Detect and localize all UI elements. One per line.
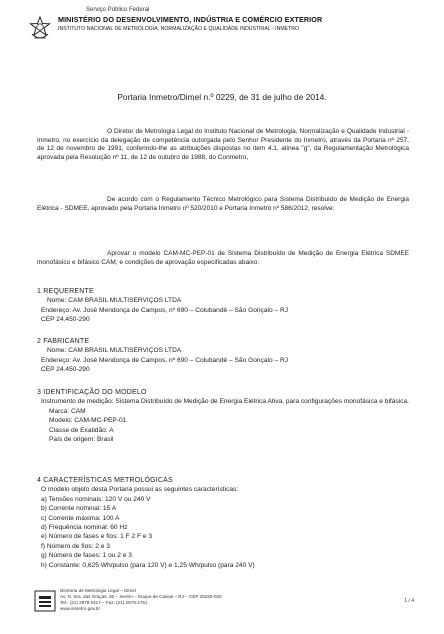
section-row: a) Tensões nominais: 120 V ou 240 V <box>41 495 151 503</box>
section-row: Nome: CAM BRASIL MULTISERVIÇOS LTDA <box>47 297 182 305</box>
letterhead-ministry: MINISTÉRIO DO DESENVOLVIMENTO, INDÚSTRIA E COMÉRCIO EXTERIOR <box>58 15 323 24</box>
letterhead-institute: INSTITUTO NACIONAL DE METROLOGIA, NORMALIZAÇÃO E QUALIDADE INDUSTRIAL - INMETRO <box>58 26 300 32</box>
section-row: c) Corrente máxima: 100 A <box>41 514 120 522</box>
section-intro: O modelo objeto desta Portaria possui as seguintes características: <box>41 486 239 494</box>
section-heading: 4 CARACTERÍSTICAS METROLÓGICAS <box>37 477 173 484</box>
section-row: Modelo: CAM-MC-PEP-01 <box>49 417 127 425</box>
section-heading: 1 REQUERENTE <box>37 288 94 295</box>
inmetro-logo-icon <box>34 590 56 612</box>
section-row: Classe de Exatidão: A <box>49 426 114 434</box>
section-row: Nome: CAM BRASIL MULTISERVIÇOS LTDA <box>47 347 182 355</box>
footer-line: Diretoria de Metrologia Legal – Dimel <box>60 588 136 593</box>
section-row: d) Frequência nominal: 60 Hz <box>41 524 128 532</box>
paragraph-resolution <box>37 250 409 267</box>
section-intro: Instrumento de medição: Sistema Distribuído de Medição de Energia Elétrica Ativa, para configurações monofásica e bifásica. <box>41 398 409 406</box>
footer-line: Tel.: (21) 2679-9117 – Fax: (21) 2679-1761 <box>60 600 148 605</box>
section-fabricante <box>37 337 409 375</box>
section-row: f) Número de fios: 2 e 3 <box>41 542 110 550</box>
section-row: b) Corrente nominal: 15 A <box>41 505 117 513</box>
section-row: g) Número de fases: 1 ou 2 e 3 <box>41 552 132 560</box>
section-row: País de origem: Brasil <box>49 436 114 444</box>
section-row: Endereço: Av. José Mendonça de Campos, nº 690 – Colubandê – São Gonçalo – RJ <box>41 356 289 364</box>
section-heading: 3 IDENTIFICAÇÃO DO MODELO <box>37 389 147 396</box>
footer <box>34 588 414 618</box>
letterhead <box>28 6 428 52</box>
coat-of-arms-icon <box>28 16 52 42</box>
section-heading: 2 FABRICANTE <box>37 338 90 345</box>
section-row: CEP 24.450-290 <box>41 366 90 374</box>
section-row: h) Constante: 0,625 Wh/pulso (para 120 V) e 1,25 Wh/pulso (para 240 V) <box>41 561 255 569</box>
section-identificacao <box>37 388 409 444</box>
footer-address <box>60 588 222 612</box>
footer-link[interactable]: www.inmetro.gov.br <box>60 606 100 611</box>
paragraph-text: De acordo com o Regulamento Técnico Metrológico para Sistema Distribuído de Medição de Energia Elétrica - SDMEE, aprovado pela Portaria Inmetro nº 520/2010 e Portaria Inmetro nº 586/2012, resolve: <box>37 196 409 212</box>
page-number: 1 / 4 <box>404 598 414 604</box>
section-row: e) Número de fases e fios: 1 F 2 F e 3 <box>41 533 153 541</box>
section-row: CEP 24.450-290 <box>41 316 90 324</box>
paragraph-text: Aprovar o modelo CAM-MC-PEP-01 de Sistema Distribuído de Medição de Energia Elétrica SDMEE monofásico e bifásico CAM, e condições de aprovação especificadas abaixo: <box>37 250 409 266</box>
paragraph-preamble <box>37 128 409 162</box>
paragraph-text: O Diretor de Metrologia Legal do Instituto Nacional de Metrologia, Normalização e Qualidade Industrial - Inmetro, no exercício da delegação de competência outorgada pelo Senhor Presidente do Inmetro, através da Portaria nº 257, de 12 de novembro de 1991, conferindo-lhe as atribuições dispostas no item 4.1, alínea "g", da Regulamentação Metrológica aprovada pela Resolução nº 11, de 12 de outubro de 1988, do Conmetro, <box>37 128 409 161</box>
section-row: Endereço: Av. José Mendonça de Campos, nº 690 – Colubandê – São Gonçalo – RJ <box>41 306 289 314</box>
letterhead-service: Serviço Público Federal <box>86 7 150 13</box>
section-caracteristicas <box>37 476 409 570</box>
section-row: Marca: CAM <box>49 407 86 415</box>
footer-line: Av. N. Sra. das Graças, 50 – Xerém – Duque de Caxias – RJ – CEP 25250-020 <box>60 594 222 599</box>
section-requerente <box>37 287 409 325</box>
document-title: Portaria Inmetro/Dimel n.º 0229, de 31 de julho de 2014. <box>117 92 327 102</box>
paragraph-regulation <box>37 196 409 213</box>
